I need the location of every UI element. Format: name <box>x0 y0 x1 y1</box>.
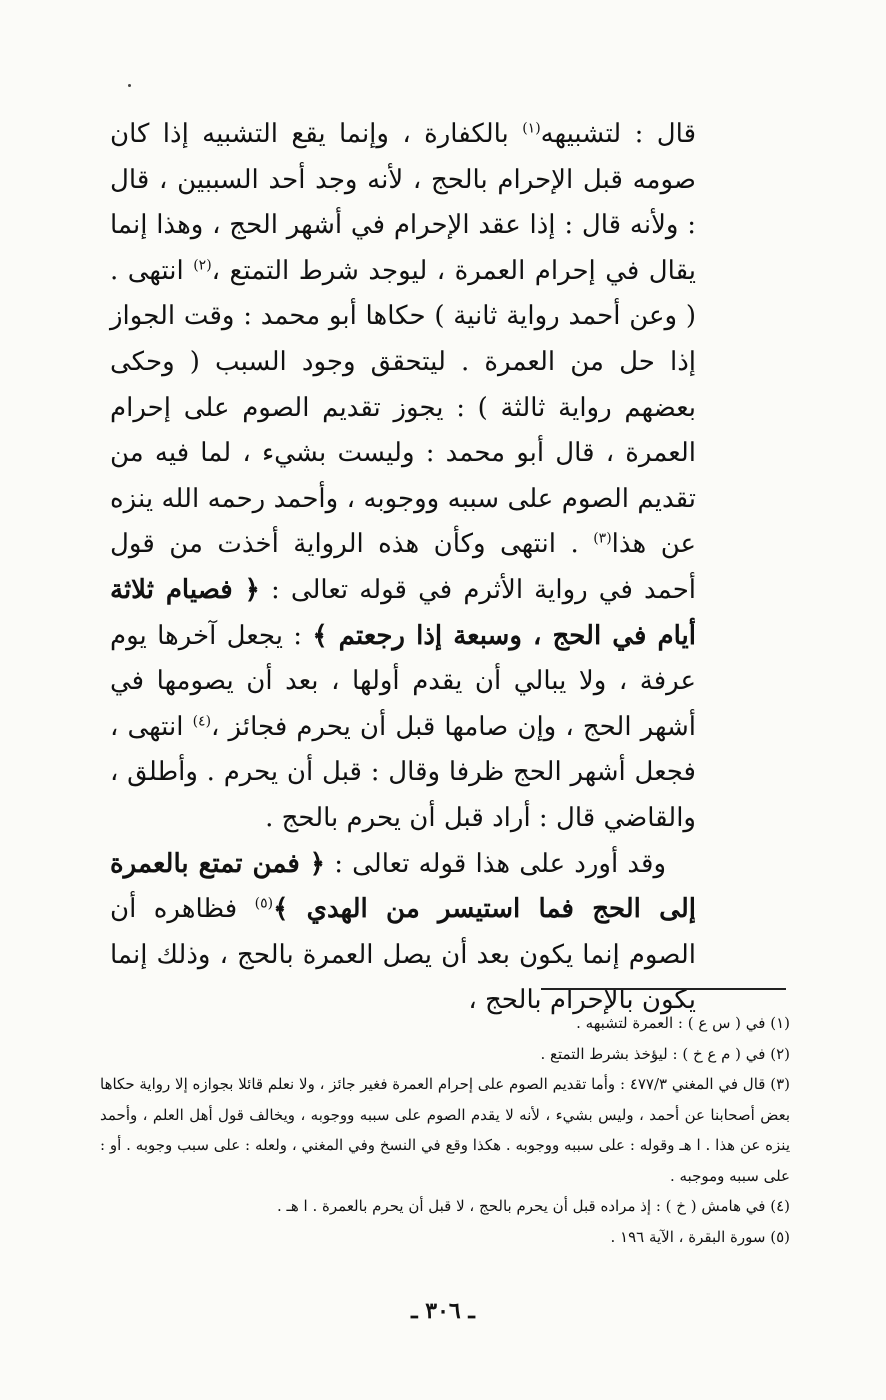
page-number: ـ ٣٠٦ ـ <box>411 1298 475 1324</box>
text-run: انتهى ، فجعل أشهر الحج ظرفا وقال : قبل أن يحرم . وأطلق ، والقاضي قال : أراد قبل أن يحرم بالحج . <box>110 711 696 833</box>
paragraph-2 <box>110 842 696 1024</box>
main-text-block <box>110 112 696 1024</box>
footnote-ref-3: (٣) <box>593 530 612 547</box>
text-run: قال : لتشبيهه <box>540 119 696 149</box>
footnote-ref-4: (٤) <box>192 713 212 730</box>
text-run: انتهى . ( وعن أحمد رواية ثانية ) حكاها أبو محمد : وقت الجواز إذا حل من العمرة . ليتحقق وجود السبب ( وحكى بعضهم رواية ثالثة ) : يجوز تقديم الصوم على إحرام العمرة ، قال أبو محمد : وليست بشيء ، لما فيه من تقديم الصوم على سببه ووجوبه ، وأحمد رحمه الله ينزه عن هذا <box>110 255 697 560</box>
footnote-2: (٢) في ( م ع خ ) : ليؤخذ بشرط التمتع . <box>540 1044 790 1063</box>
quran-verse-1: ﴿ فصيام ثلاثة أيام في الحج ، وسبعة إذا رجعتم ﴾ <box>110 574 696 651</box>
footnote-1: (١) في ( س ع ) : العمرة لتشبهه . <box>576 1014 790 1032</box>
text-run: وقد أورد على هذا قوله تعالى : <box>325 848 667 879</box>
footnote-separator <box>541 988 786 990</box>
text-run: . انتهى وكأن هذه الرواية أخذت من قول أحمد في رواية الأثرم في قوله تعالى : <box>110 529 696 605</box>
footnote-3: (٣) قال في المغني ٤٧٧/٣ : وأما تقديم الصوم على إحرام العمرة فغير جائز ، ولا نعلم قائلا بجوازه إلا رواية حكاها بعض أصحابنا عن أحمد ، وليس بشيء ، لأنه لا يقدم الصوم على سببه ووجوبه ، ويخالف قول أهل العلم ، وأحمد ينزه عن هذا . ا هـ وقوله : على سببه ووجوبه . هكذا وقع في النسخ وفي المغني ، ولعله : على سبب وجوبه . أو : على سببه وموجبه . <box>100 1075 790 1185</box>
paragraph-1 <box>110 112 696 842</box>
footnote-ref-2: (٢) <box>193 257 212 274</box>
footnotes <box>100 1008 790 1252</box>
footnote-ref-5: (٥) <box>254 895 274 912</box>
text-run: بالكفارة ، وإنما يقع التشبيه إذا كان صومه قبل الإحرام بالحج ، لأنه وجد أحد السببين ، قال : ولأنه قال : إذا عقد الإحرام في أشهر الحج ، وهذا إنما يقال في إحرام العمرة ، ليوجد شرط التمتع ، <box>110 119 696 286</box>
ink-speck <box>128 84 131 87</box>
text-run: فظاهره أن الصوم إنما يكون بعد أن يصل العمرة بالحج ، وذلك إنما يكون بالإحرام بالحج ، <box>110 894 696 1016</box>
quran-verse-2: ﴿ فمن تمتع بالعمرة إلى الحج فما استيسر من الهدي ﴾ <box>110 848 696 925</box>
footnote-ref-1: (١) <box>522 120 541 137</box>
footnote-4: (٤) في هامش ( خ ) : إذ مراده قبل أن يحرم بالحج ، لا قبل أن يحرم بالعمرة . ا هـ . <box>276 1197 790 1215</box>
text-run: : يجعل آخرها يوم عرفة ، ولا يبالي أن يقدم أولها ، بعد أن يصومها في أشهر الحج ، وإن صامها قبل أن يحرم فجائز ، <box>110 620 696 742</box>
footnote-5: (٥) سورة البقرة ، الآية ١٩٦ . <box>610 1227 790 1246</box>
